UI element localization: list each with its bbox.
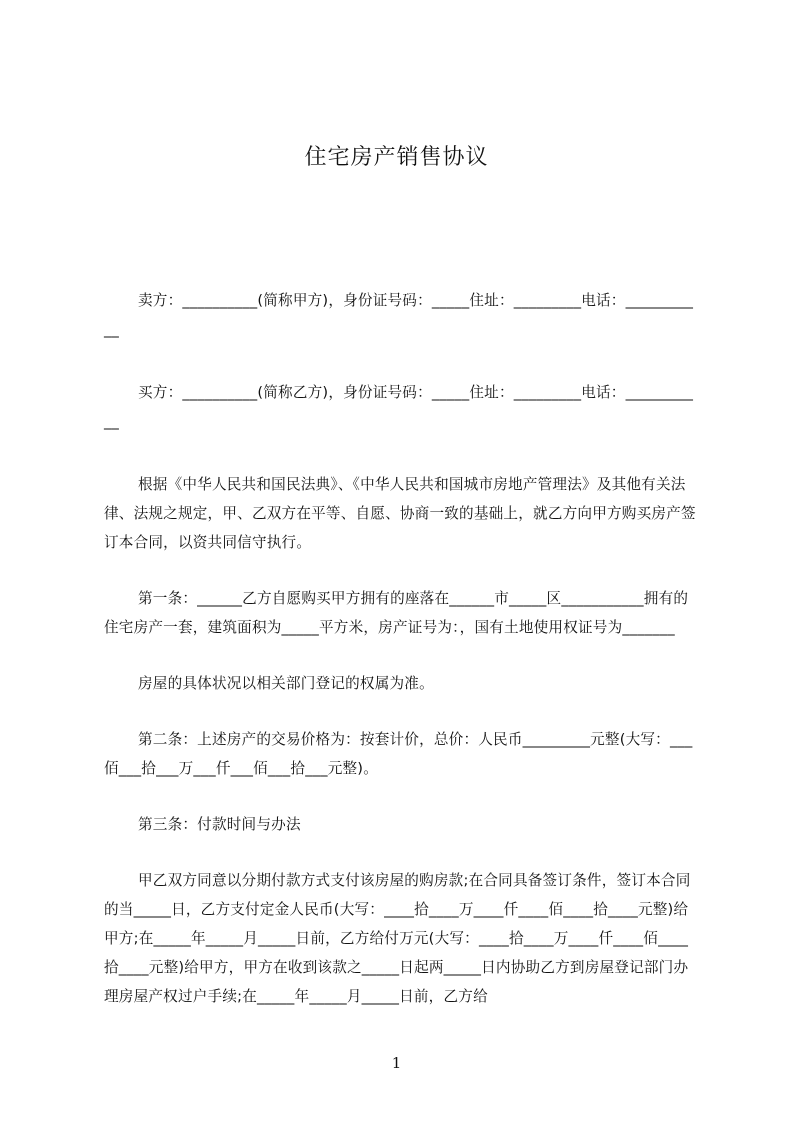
article-2: 第二条：上述房产的交易价格为：按套计价，总价：人民币_________元整(大写：___佰___拾___万___仟___佰___拾___元整)。 (104, 731, 693, 777)
page-number: 1 (391, 1054, 402, 1072)
buyer-info: 买方：__________(简称乙方)，身份证号码：_____住址：_________电话：___________ (104, 384, 694, 430)
preamble-paragraph: 根据《中华人民共和国民法典》、《中华人民共和国城市房地产管理法》及其他有关法律、法规之规定，甲、乙双方在平等、自愿、协商一致的基础上，就乙方向甲方购买房产签订本合同，以资共同信守执行。 (104, 476, 696, 551)
seller-info: 卖方：__________(简称甲方)，身份证号码：_____住址：_________电话：___________ (104, 292, 694, 338)
article-1: 第一条：______乙方自愿购买甲方拥有的座落在______市_____区___________拥有的住宅房产一套，建筑面积为_____平方米，房产证号为：，国有土地使用权证号为_______ (104, 590, 689, 636)
document-title: 住宅房产销售协议 (304, 145, 489, 170)
document-body (104, 286, 700, 1011)
article-3-title: 第三条：付款时间与办法 (138, 816, 301, 833)
article-3-body: 甲乙双方同意以分期付款方式支付该房屋的购房款;在合同具备签订条件，签订本合同的当_____日，乙方支付定金人民币(大写：____拾____万____仟____佰____拾____元整)给甲方;在_____年_____月_____日前，乙方给付万元(大写：____拾____万____仟____佰____拾____元整)给甲方，甲方在收到该款之_____日起两_____日内协助乙方到房屋登记部门办理房屋产权过户手续;在_____年_____月_____日前，乙方给 (104, 872, 691, 1005)
article-1-note: 房屋的具体状况以相关部门登记的权属为准。 (138, 675, 434, 692)
